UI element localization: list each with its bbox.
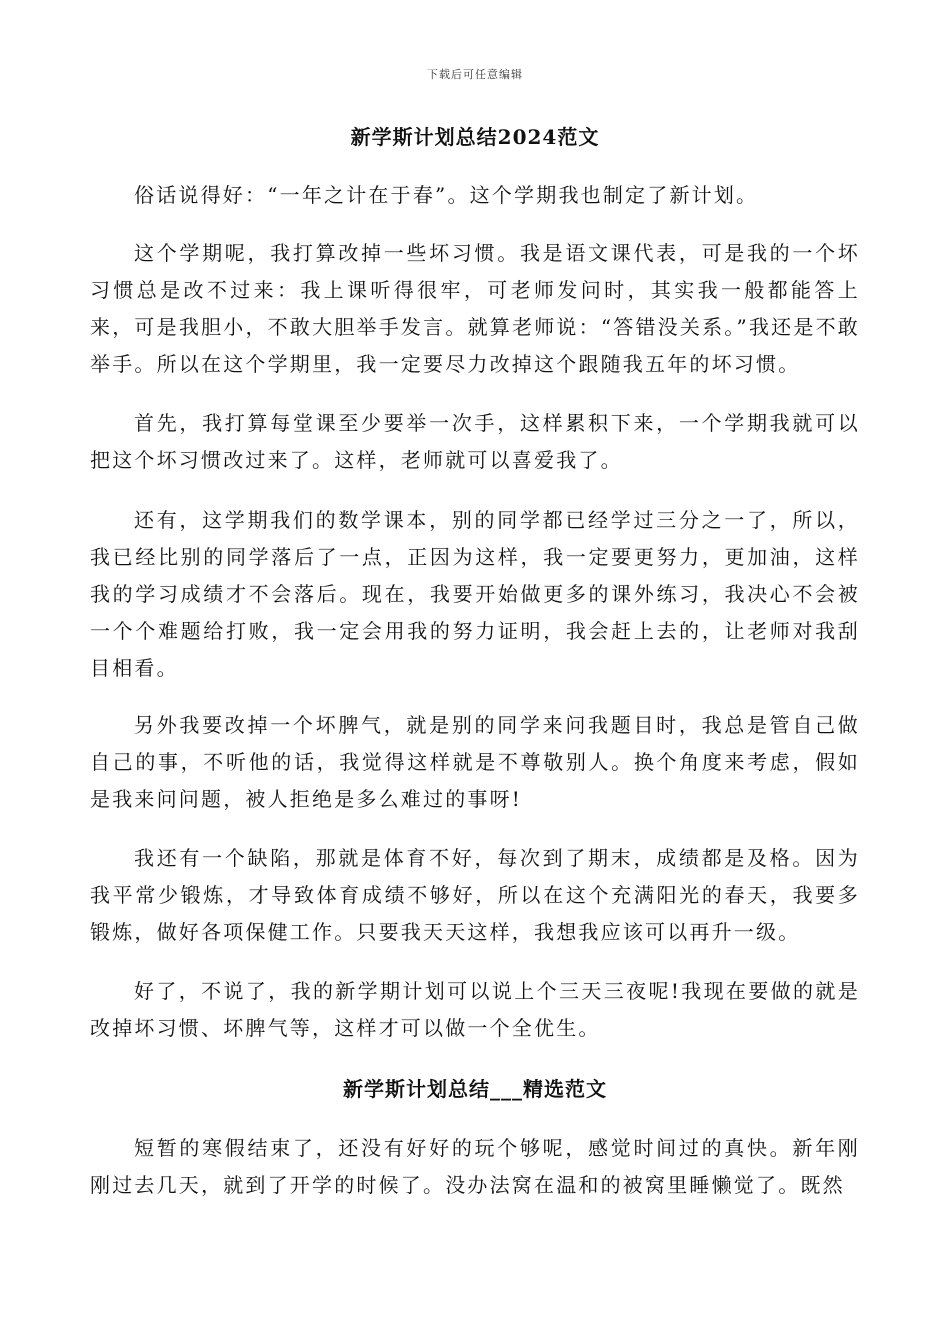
paragraph: 首先，我打算每堂课至少要举一次手，这样累积下来，一个学期我就可以把这个坏习惯改过来了。这样，老师就可以喜爱我了。 bbox=[90, 411, 860, 472]
paragraph: 短暂的寒假结束了，还没有好好的玩个够呢，感觉时间过的真快。新年刚刚过去几天，就到了开学的时候了。没办法窝在温和的被窝里睡懒觉了。既然 bbox=[90, 1136, 860, 1197]
paragraph: 这个学期呢，我打算改掉一些坏习惯。我是语文课代表，可是我的一个坏习惯总是改不过来：我上课听得很牢，可老师发问时，其实我一般都能答上来，可是我胆小，不敢大胆举手发言。就算老师说：“答错没关系。”我还是不敢举手。所以在这个学期里，我一定要尽力改掉这个跟随我五年的坏习惯。 bbox=[90, 241, 860, 376]
document-title: 新学斯计划总结2024范文 bbox=[350, 125, 600, 149]
paragraph: 我还有一个缺陷，那就是体育不好，每次到了期末，成绩都是及格。因为我平常少锻炼，才导致体育成绩不够好，所以在这个充满阳光的春天，我要多锻炼，做好各项保健工作。只要我天天这样，我想我应该可以再升一级。 bbox=[90, 846, 860, 944]
section-title: 新学斯计划总结___精选范文 bbox=[343, 1077, 607, 1101]
paragraph: 还有，这学期我们的数学课本，别的同学都已经学过三分之一了，所以，我已经比别的同学落后了一点，正因为这样，我一定要更努力，更加油，这样我的学习成绩才不会落后。现在，我要开始做更多的课外练习，我决心不会被一个个难题给打败，我一定会用我的努力证明，我会赶上去的，让老师对我刮目相看。 bbox=[90, 508, 860, 680]
paragraph: 俗话说得好：“一年之计在于春”。这个学期我也制定了新计划。 bbox=[134, 183, 759, 207]
header-note: 下载后可任意编辑 bbox=[427, 68, 523, 81]
paragraph: 好了，不说了，我的新学期计划可以说上个三天三夜呢!我现在要做的就是改掉坏习惯、坏脾气等，这样才可以做一个全优生。 bbox=[90, 979, 860, 1040]
paragraph: 另外我要改掉一个坏脾气，就是别的同学来问我题目时，我总是管自己做自己的事，不听他的话，我觉得这样就是不尊敬别人。换个角度来考虑，假如是我来问问题，被人拒绝是多么难过的事呀! bbox=[90, 713, 860, 811]
